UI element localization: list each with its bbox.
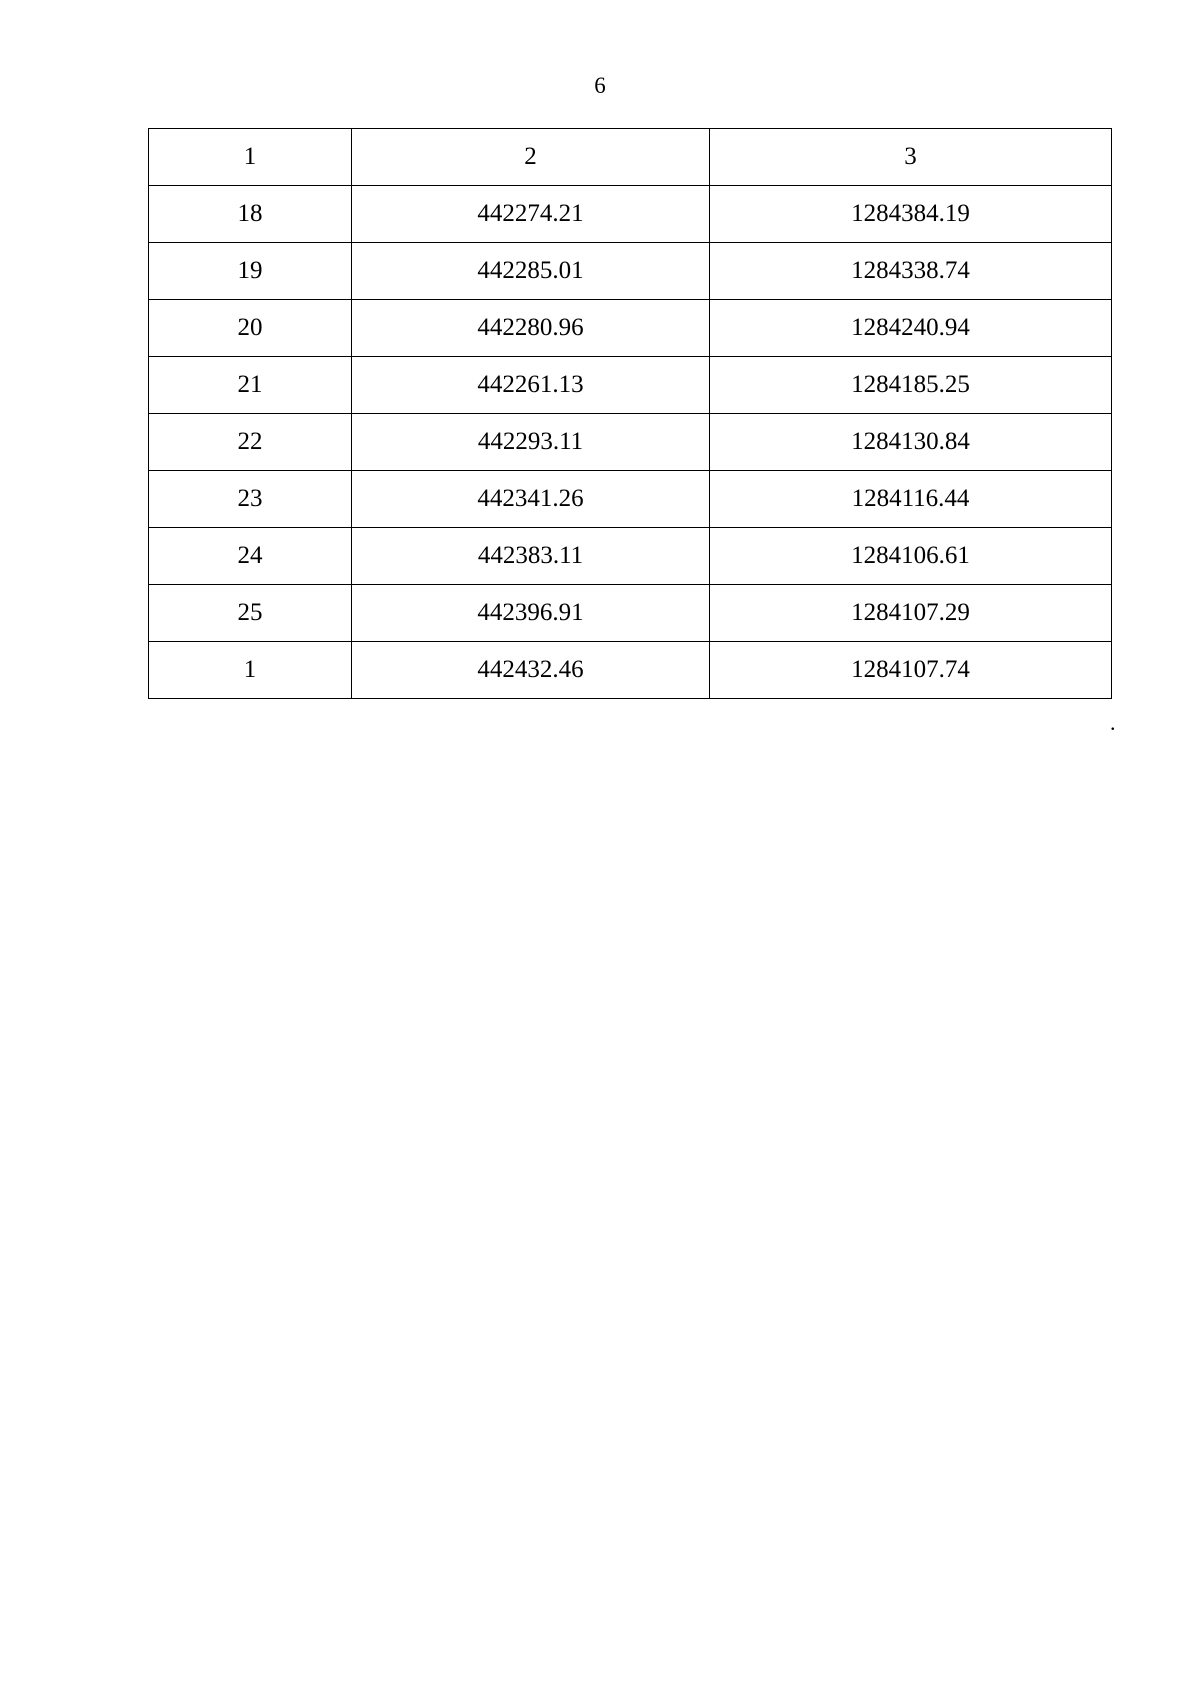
point-number-cell: 24 (149, 528, 352, 585)
point-number-cell: 18 (149, 186, 352, 243)
page-number: 6 (594, 73, 606, 98)
table-row (149, 528, 1112, 585)
table-row (149, 300, 1112, 357)
table-row (149, 585, 1112, 642)
y-coordinate-cell: 1284185.25 (710, 357, 1112, 414)
header-cell-column-3: 3 (710, 129, 1112, 186)
trailing-period: . (1110, 710, 1116, 735)
point-number-cell: 20 (149, 300, 352, 357)
y-coordinate-cell: 1284130.84 (710, 414, 1112, 471)
table-row (149, 414, 1112, 471)
table-row (149, 357, 1112, 414)
table-row (149, 243, 1112, 300)
header-cell-column-1: 1 (149, 129, 352, 186)
point-number-cell: 25 (149, 585, 352, 642)
x-coordinate-cell: 442261.13 (352, 357, 710, 414)
table-row (149, 471, 1112, 528)
x-coordinate-cell: 442280.96 (352, 300, 710, 357)
point-number-cell: 23 (149, 471, 352, 528)
x-coordinate-cell: 442341.26 (352, 471, 710, 528)
x-coordinate-cell: 442383.11 (352, 528, 710, 585)
y-coordinate-cell: 1284107.74 (710, 642, 1112, 699)
y-coordinate-cell: 1284384.19 (710, 186, 1112, 243)
table-row (149, 186, 1112, 243)
x-coordinate-cell: 442285.01 (352, 243, 710, 300)
x-coordinate-cell: 442274.21 (352, 186, 710, 243)
point-number-cell: 1 (149, 642, 352, 699)
x-coordinate-cell: 442432.46 (352, 642, 710, 699)
table-row (149, 642, 1112, 699)
y-coordinate-cell: 1284116.44 (710, 471, 1112, 528)
y-coordinate-cell: 1284107.29 (710, 585, 1112, 642)
coordinates-table (148, 128, 1112, 699)
y-coordinate-cell: 1284240.94 (710, 300, 1112, 357)
y-coordinate-cell: 1284106.61 (710, 528, 1112, 585)
point-number-cell: 19 (149, 243, 352, 300)
x-coordinate-cell: 442293.11 (352, 414, 710, 471)
point-number-cell: 22 (149, 414, 352, 471)
y-coordinate-cell: 1284338.74 (710, 243, 1112, 300)
table-header-row (149, 129, 1112, 186)
header-cell-column-2: 2 (352, 129, 710, 186)
point-number-cell: 21 (149, 357, 352, 414)
x-coordinate-cell: 442396.91 (352, 585, 710, 642)
